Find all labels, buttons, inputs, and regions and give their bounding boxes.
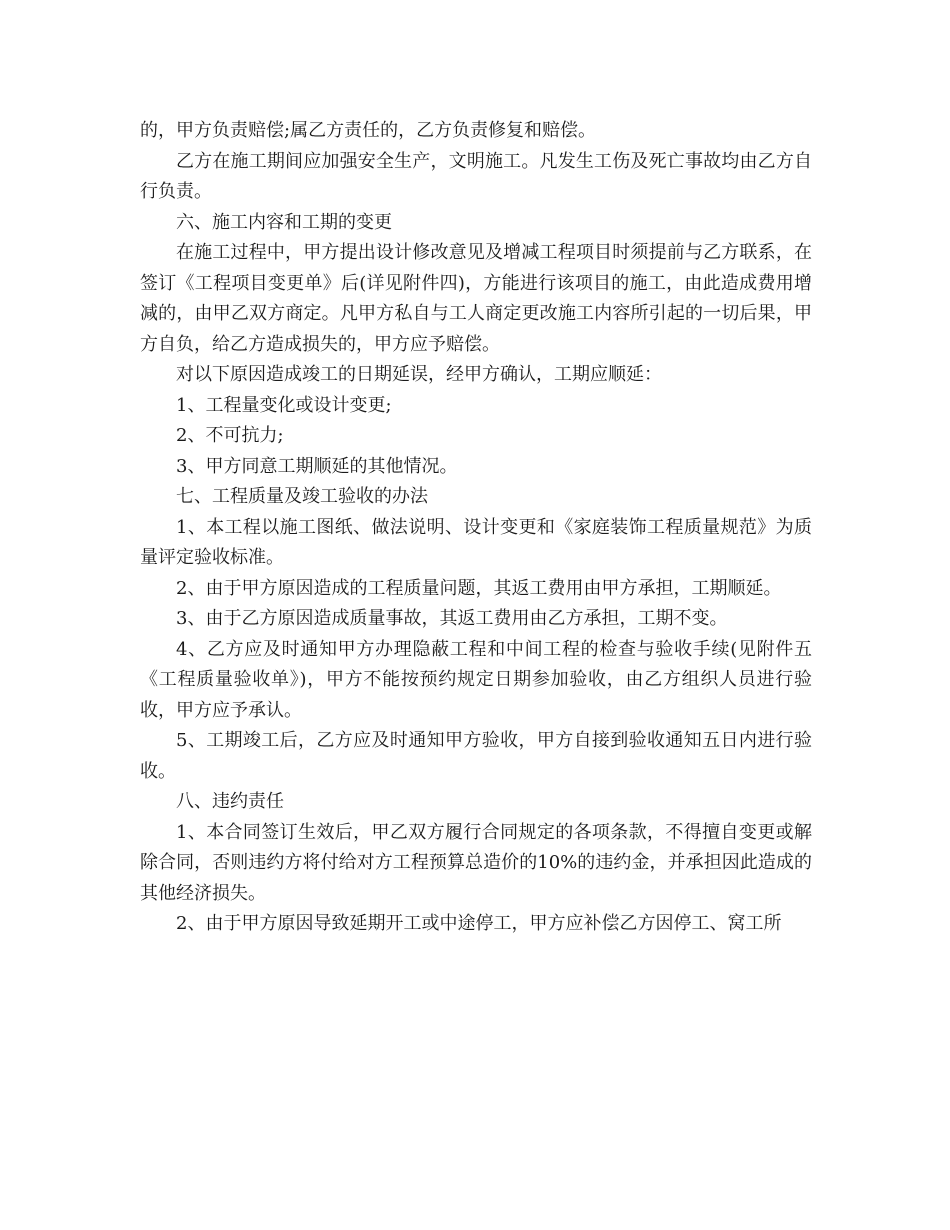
clause-8-2: 2、由于甲方原因导致延期开工或中途停工，甲方应补偿乙方因停工、窝工所: [176, 913, 782, 934]
clause-7-3: 3、由于乙方原因造成质量事故，其返工费用由乙方承担，工期不变。: [176, 608, 728, 629]
paragraph-4: 对以下原因造成竣工的日期延误，经甲方确认，工期应顺延：: [176, 364, 662, 385]
paragraph-3: 在施工过程中，甲方提出设计修改意见及增减工程项目时须提前与乙方联系，在签订《工程项目变更单》后(详见附件四)，方能进行该项目的施工，由此造成费用增减的，由甲乙双方商定。凡甲方私自与工人商定更改施工内容所引起的一切后果，甲方自负，给乙方造成损失的，甲方应予赔偿。: [140, 242, 812, 355]
list-item-3: 3、甲方同意工期顺延的其他情况。: [176, 455, 458, 477]
paragraph-1: 的，甲方负责赔偿;属乙方责任的，乙方负责修复和赔偿。: [140, 120, 597, 141]
section-heading-6: 六、施工内容和工期的变更: [176, 211, 392, 233]
clause-8-1: 1、本合同签订生效后，甲乙双方履行合同规定的各项条款，不得擅自变更或解除合同，否则违约方将付给对方工程预算总造价的10%的违约金，并承担因此造成的其他经济损失。: [140, 821, 812, 904]
clause-7-1: 1、本工程以施工图纸、做法说明、设计变更和《家庭装饰工程质量规范》为质量评定验收标准。: [140, 516, 812, 568]
clause-7-2: 2、由于甲方原因造成的工程质量问题，其返工费用由甲方承担，工期顺延。: [176, 577, 782, 599]
list-item-1: 1、工程量变化或设计变更;: [176, 394, 392, 416]
section-heading-8: 八、违约责任: [176, 791, 284, 812]
paragraph-2: 乙方在施工期间应加强安全生产，文明施工。凡发生工伤及死亡事故均由乙方自行负责。: [140, 150, 812, 202]
clause-7-5: 5、工期竣工后，乙方应及时通知甲方验收，甲方自接到验收通知五日内进行验收。: [140, 730, 812, 782]
list-item-2: 2、不可抗力;: [176, 425, 284, 446]
section-heading-7: 七、工程质量及竣工验收的办法: [176, 486, 428, 507]
document-body: [140, 116, 812, 940]
clause-7-4: 4、乙方应及时通知甲方办理隐蔽工程和中间工程的检查与验收手续(见附件五《工程质量验收单》)，甲方不能按预约规定日期参加验收，由乙方组织人员进行验收，甲方应予承认。: [140, 638, 812, 721]
